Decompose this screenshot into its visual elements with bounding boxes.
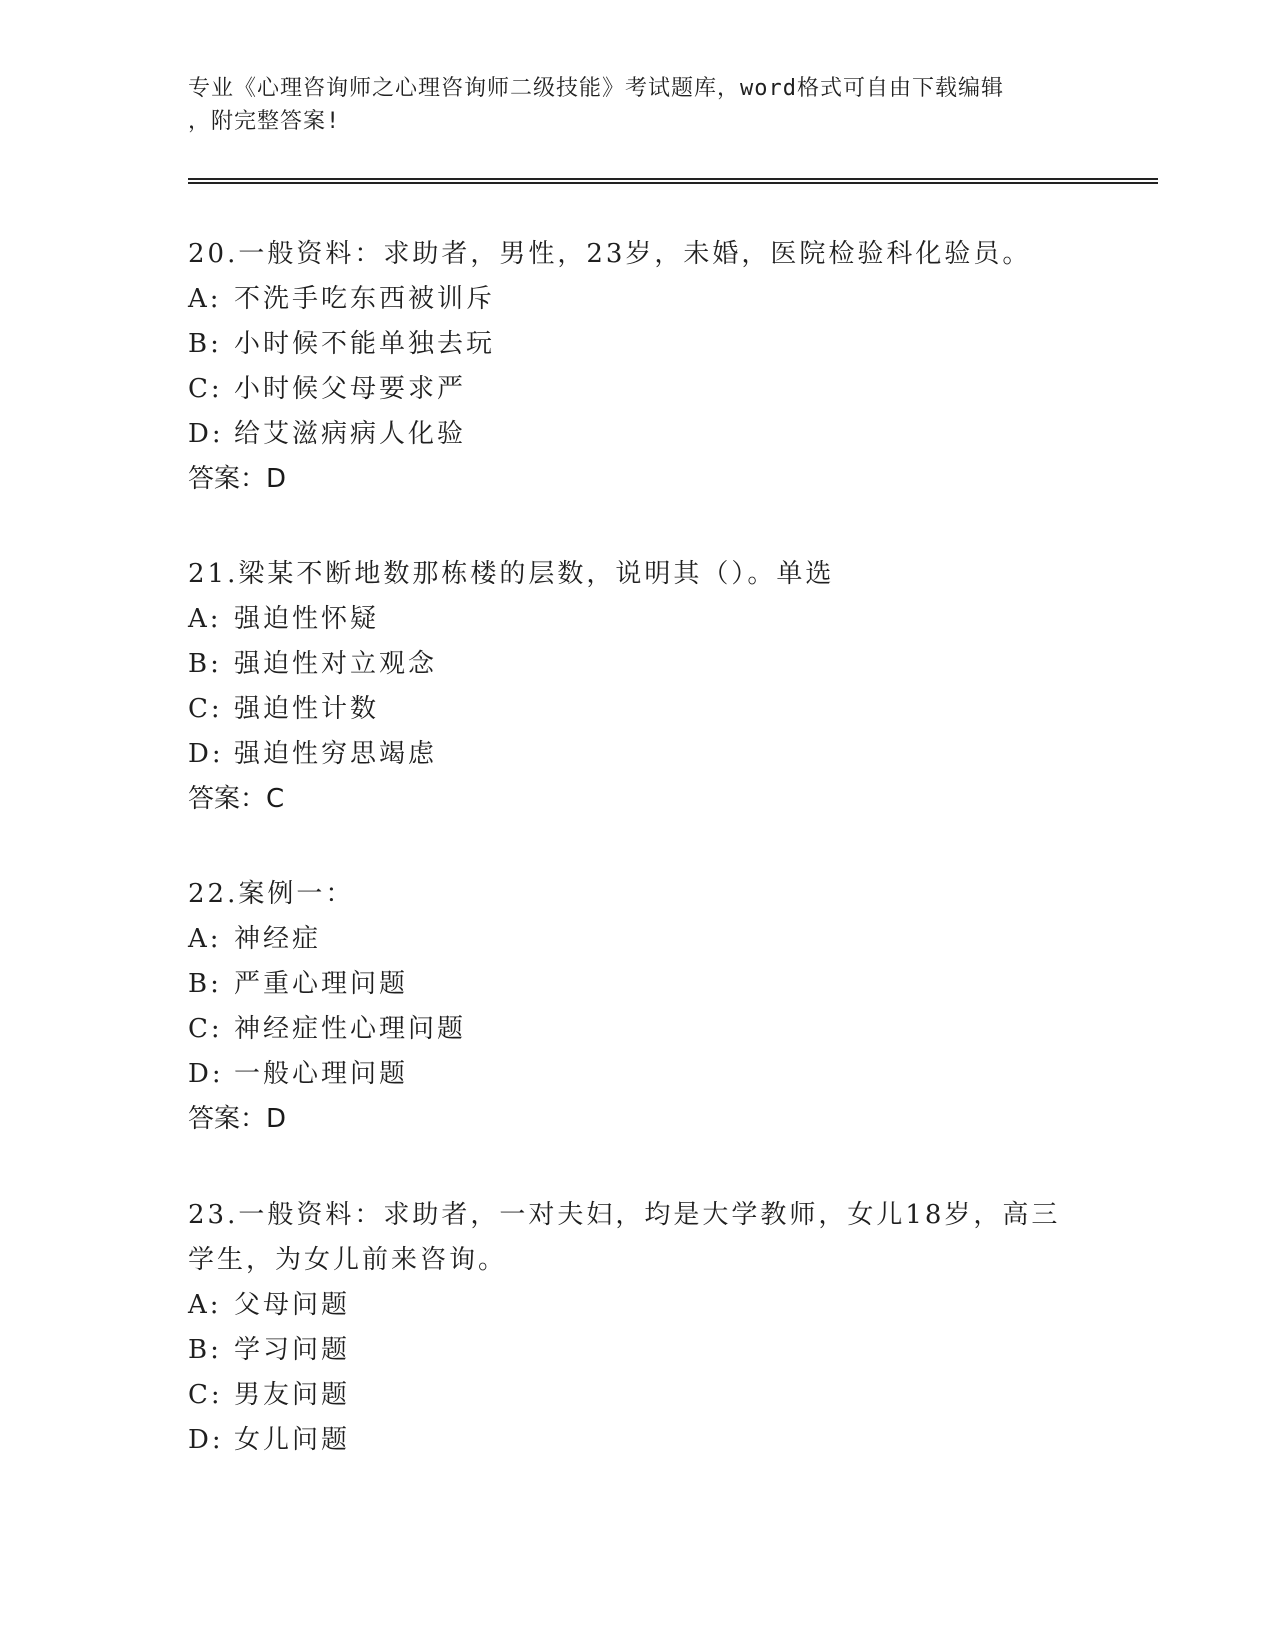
question-23: [188, 1193, 1068, 1463]
option-c: [188, 687, 1068, 732]
option-label: B:: [188, 649, 222, 679]
question-text: 22.案例一：: [188, 879, 355, 909]
option-a: [188, 277, 1068, 322]
option-label: A:: [188, 604, 222, 634]
option-text: 小时候不能单独去玩: [234, 329, 496, 359]
rule-line-bottom: [188, 182, 1158, 184]
option-label: D:: [188, 739, 224, 769]
question-22: [188, 872, 1068, 1142]
option-text: 严重心理问题: [234, 969, 409, 999]
option-label: D:: [188, 1425, 224, 1455]
option-label: C:: [188, 374, 223, 404]
option-label: C:: [188, 1014, 223, 1044]
answer-value: D: [266, 464, 287, 494]
option-c: [188, 1007, 1068, 1052]
option-a: [188, 1283, 1068, 1328]
question-21: [188, 552, 1068, 822]
option-d: [188, 1052, 1068, 1097]
answer-prefix: 答案：: [188, 1104, 267, 1134]
document-header: [188, 72, 1068, 138]
header-line-2: ，附完整答案!: [188, 109, 341, 134]
option-text: 小时候父母要求严: [234, 374, 467, 404]
rule-line-top: [188, 178, 1158, 180]
option-label: C:: [188, 694, 223, 724]
header-line-1: 专业《心理咨询师之心理咨询师二级技能》考试题库，word格式可自由下载编辑: [188, 76, 1004, 101]
option-label: D:: [188, 419, 224, 449]
option-b: [188, 322, 1068, 367]
option-text: 女儿问题: [234, 1425, 351, 1455]
option-c: [188, 367, 1068, 412]
option-text: 强迫性对立观念: [234, 649, 438, 679]
option-text: 给艾滋病病人化验: [234, 419, 467, 449]
option-label: C:: [188, 1380, 223, 1410]
question-text: 23.一般资料：求助者，一对夫妇，均是大学教师，女儿18岁，高三学生，为女儿前来咨询。: [188, 1200, 1061, 1275]
option-label: D:: [188, 1059, 224, 1089]
answer-prefix: 答案：: [188, 784, 267, 814]
option-b: [188, 642, 1068, 687]
option-text: 学习问题: [234, 1335, 351, 1365]
question-text: 21.梁某不断地数那栋楼的层数，说明其（）。单选: [188, 559, 835, 589]
option-b: [188, 1328, 1068, 1373]
option-d: [188, 732, 1068, 777]
option-label: A:: [188, 284, 222, 314]
question-text: 20.一般资料：求助者，男性，23岁，未婚，医院检验科化验员。: [188, 239, 1032, 269]
option-label: B:: [188, 1335, 222, 1365]
option-label: A:: [188, 924, 222, 954]
option-a: [188, 917, 1068, 962]
answer-value: C: [266, 784, 285, 814]
option-text: 神经症: [234, 924, 322, 954]
answer-prefix: 答案：: [188, 464, 267, 494]
option-c: [188, 1373, 1068, 1418]
option-a: [188, 597, 1068, 642]
option-text: 父母问题: [234, 1290, 351, 1320]
option-label: B:: [188, 969, 222, 999]
option-text: 男友问题: [234, 1380, 351, 1410]
option-text: 强迫性计数: [234, 694, 380, 724]
answer-value: D: [266, 1104, 287, 1134]
option-text: 强迫性怀疑: [234, 604, 380, 634]
option-d: [188, 1418, 1068, 1463]
option-text: 神经症性心理问题: [234, 1014, 467, 1044]
answer-line: [188, 777, 1068, 822]
answer-line: [188, 457, 1068, 502]
option-text: 不洗手吃东西被训斥: [234, 284, 496, 314]
option-label: A:: [188, 1290, 222, 1320]
option-d: [188, 412, 1068, 457]
option-text: 一般心理问题: [234, 1059, 409, 1089]
option-text: 强迫性穷思竭虑: [234, 739, 438, 769]
option-label: B:: [188, 329, 222, 359]
option-b: [188, 962, 1068, 1007]
header-double-rule: [188, 178, 1158, 184]
answer-line: [188, 1097, 1068, 1142]
question-20: [188, 232, 1068, 502]
